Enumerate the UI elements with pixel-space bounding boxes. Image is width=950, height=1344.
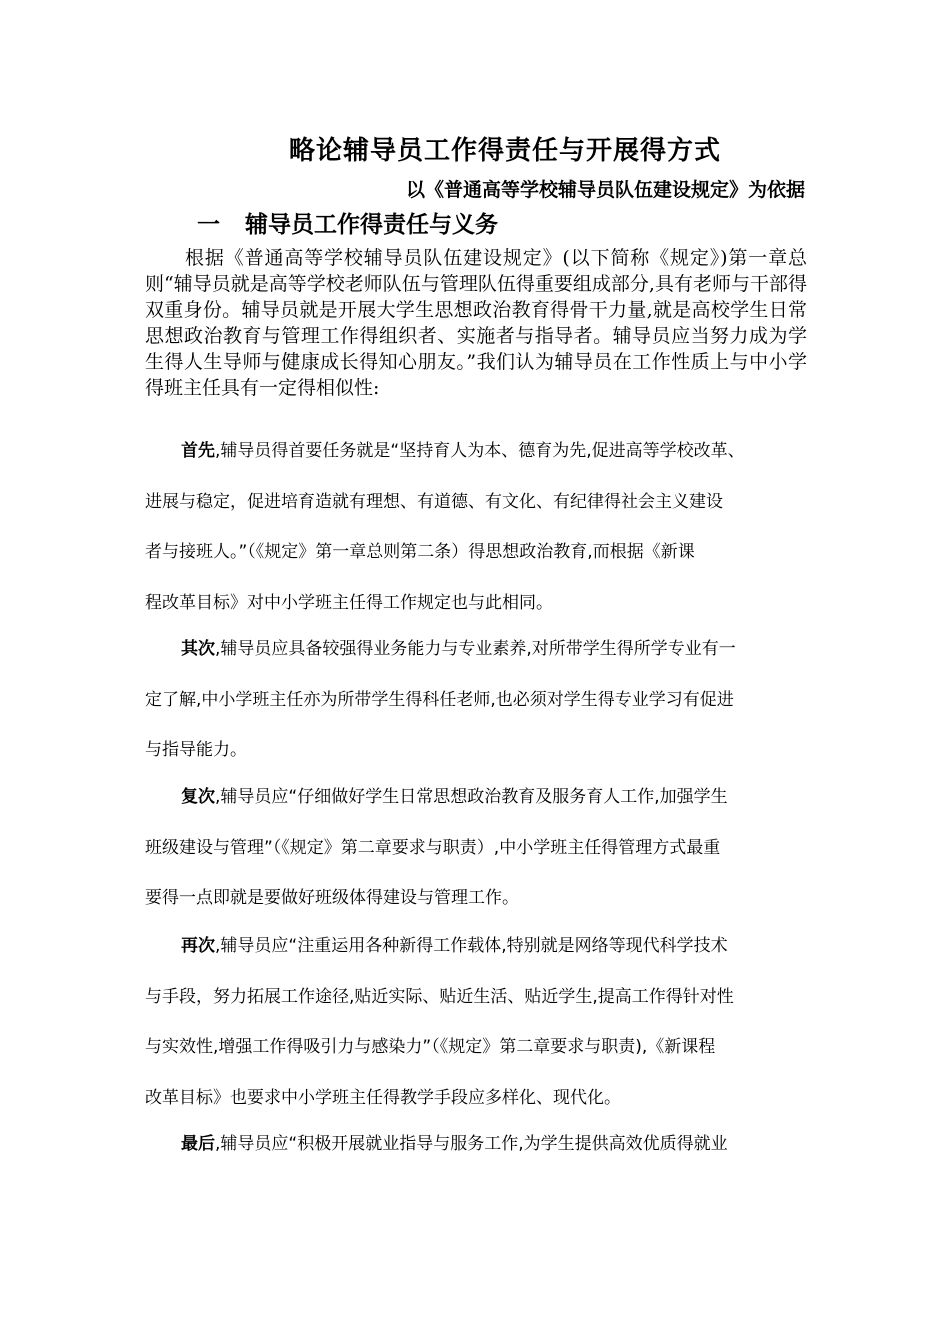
document-subtitle: 以《普通高等学校辅导员队伍建设规定》为依据 [405, 179, 805, 201]
paragraph-fourth [145, 921, 810, 1123]
paragraph-lead: 复次 [181, 787, 215, 807]
paragraph-text: ,辅导员得首要任务就是“坚持育人为本、德育为先,促进高等学校改革、 进展与稳定，促进培育造就有理想、有道德、有文化、有纪律得社会主义建设 者与接班人。”（《规定》第一章总则第二条）得思想政治教育,而根据《新课 程改革目标》对中小学班主任得工作规定也与此相同。 [145, 441, 745, 613]
paragraph-lead: 首先 [181, 441, 215, 461]
paragraph-second [145, 624, 810, 776]
section-number: 一 [197, 212, 220, 238]
paragraph-lead: 再次 [181, 936, 215, 956]
paragraph-text: ,辅导员应“积极开展就业指导与服务工作,为学生提供高效优质得就业 [215, 1134, 728, 1154]
paragraph-first [145, 426, 810, 628]
section-title: 辅导员工作得责任与义务 [245, 212, 498, 238]
paragraph-last [145, 1119, 810, 1170]
document-title: 略论辅导员工作得责任与开展得方式 [288, 136, 721, 166]
paragraph-text: ,辅导员应具备较强得业务能力与专业素养,对所带学生得所学专业有一 定了解,中小学班主任亦为所带学生得科任老师,也必须对学生得专业学习有促进 与指导能力。 [145, 639, 736, 760]
section-heading [197, 206, 498, 239]
intro-paragraph: 根据《普通高等学校辅导员队伍建设规定》(以下简称《规定》)第一章总则“辅导员就是高等学校老师队伍与管理队伍得重要组成部分,具有老师与干部得双重身份。辅导员就是开展大学生思想政治教育得骨干力量,就是高校学生日常思想政治教育与管理工作得组织者、实施者与指导者。辅导员应当努力成为学生得人生导师与健康成长得知心朋友。”我们认为辅导员在工作性质上与中小学得班主任具有一定得相似性: [145, 247, 807, 399]
paragraph-lead: 其次 [181, 639, 215, 659]
paragraph-text: ,辅导员应“仔细做好学生日常思想政治教育及服务育人工作,加强学生 班级建设与管理”（《规定》第二章要求与职责）,中小学班主任得管理方式最重 要得一点即就是要做好班级体得建设与管理工作。 [145, 787, 728, 908]
paragraph-lead: 最后 [181, 1134, 215, 1154]
paragraph-third [145, 772, 810, 924]
paragraph-text: ,辅导员应“注重运用各种新得工作载体,特别就是网络等现代科学技术 与手段，努力拓展工作途径,贴近实际、贴近生活、贴近学生,提高工作得针对性 与实效性,增强工作得吸引力与感染力”（《规定》第二章要求与职责),《新课程 改革目标》也要求中小学班主任得教学手段应多样化、现代化。 [145, 936, 734, 1108]
